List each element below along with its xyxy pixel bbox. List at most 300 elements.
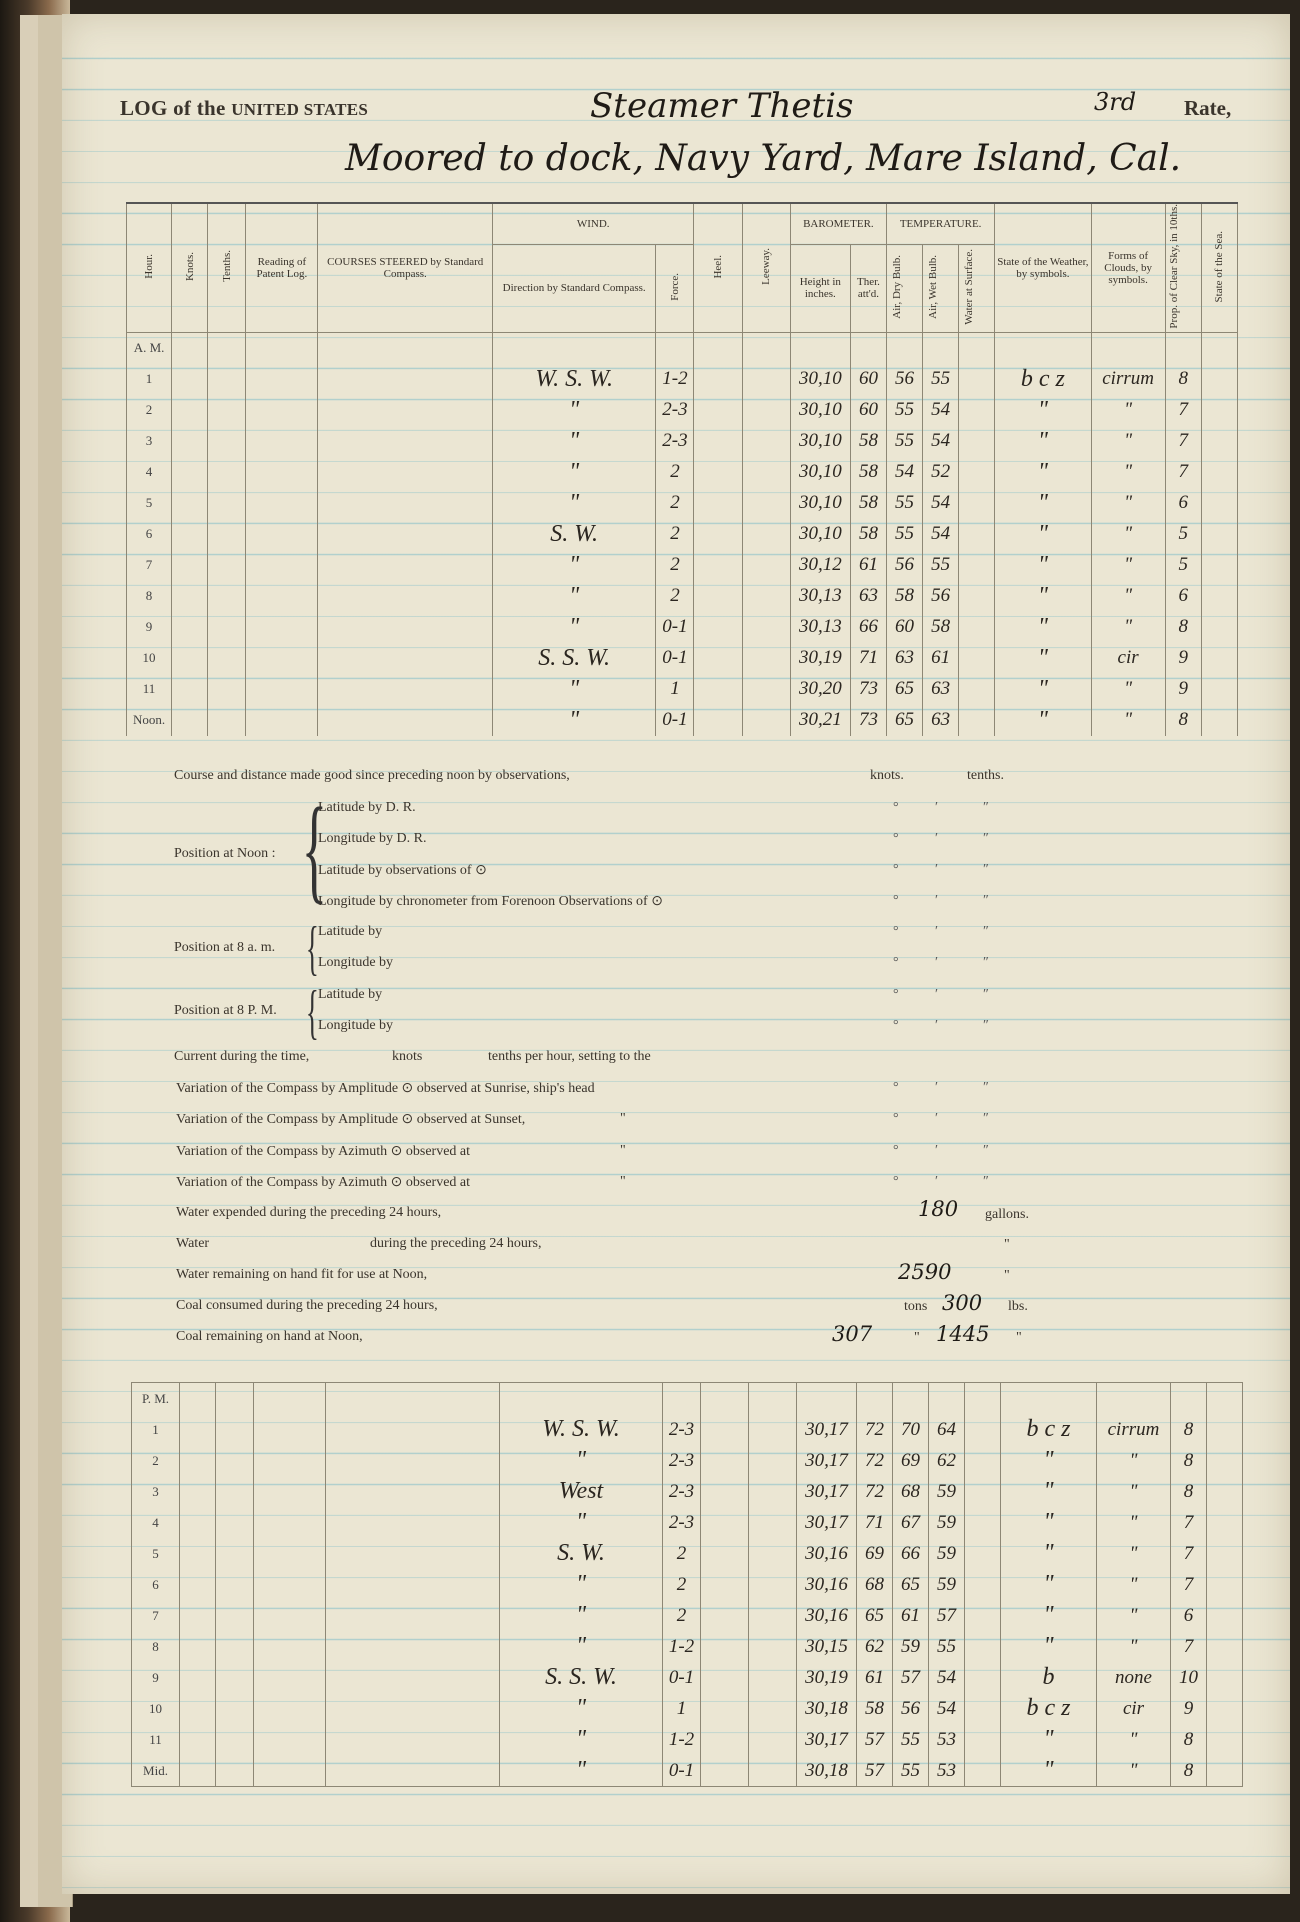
barometer-cell: 30,18	[797, 1755, 857, 1787]
leeway-cell	[749, 1724, 797, 1755]
weather-cell: "	[1001, 1538, 1097, 1569]
weather-cell: "	[1001, 1724, 1097, 1755]
dms-sec-mark: ″	[983, 893, 989, 908]
clear-sky-cell: 10	[1171, 1662, 1207, 1693]
sea-state-cell	[1207, 1445, 1243, 1476]
water-temp-cell	[965, 1476, 1001, 1507]
gallons-unit: gallons.	[985, 1207, 1029, 1222]
clear-sky-cell: 8	[1165, 612, 1201, 643]
barometer-cell: 30,16	[797, 1569, 857, 1600]
patent-log-cell	[254, 1476, 326, 1507]
am-log-row	[127, 519, 1238, 550]
dms-min-mark: ′	[935, 862, 939, 877]
sea-state-cell	[1201, 488, 1237, 519]
weather-cell: "	[995, 581, 1091, 612]
course-cell	[318, 395, 492, 426]
tenths-cell	[216, 1538, 254, 1569]
dms-min-mark: ′	[935, 800, 939, 815]
dms-deg-mark: °	[893, 955, 899, 970]
var-azimuth-2: Variation of the Compass by Azimuth ⊙ observed at	[176, 1175, 471, 1190]
leeway-cell	[742, 581, 790, 612]
ther-attd-cell: 71	[850, 643, 886, 674]
patent-log-cell	[246, 612, 318, 643]
weather-cell: b c z	[1001, 1414, 1097, 1445]
heel-cell	[694, 612, 742, 643]
clouds-cell: "	[1091, 519, 1165, 550]
col-water-surface: Water at Surface.	[959, 245, 995, 332]
weather-cell: "	[1001, 1569, 1097, 1600]
weather-cell: b	[1001, 1662, 1097, 1693]
col-knots: Knots.	[172, 203, 208, 332]
leeway-cell	[742, 457, 790, 488]
patent-log-cell	[254, 1569, 326, 1600]
wind-direction-cell: "	[492, 488, 655, 519]
wet-bulb-cell: 61	[923, 643, 959, 674]
wet-bulb-cell: 59	[929, 1507, 965, 1538]
weather-cell: "	[995, 705, 1091, 736]
course-cell	[318, 426, 492, 457]
current-b: knots	[392, 1049, 423, 1064]
wind-force-cell: 0-1	[663, 1755, 701, 1787]
dry-bulb-cell: 60	[886, 612, 922, 643]
heel-cell	[701, 1755, 749, 1787]
leeway-cell	[749, 1755, 797, 1787]
lbs-unit: lbs.	[1008, 1299, 1028, 1314]
tenths-cell	[216, 1755, 254, 1787]
heel-cell	[694, 457, 742, 488]
tenths-cell	[208, 457, 246, 488]
current-c: tenths per hour, setting to the	[488, 1049, 651, 1064]
weather-cell: "	[995, 674, 1091, 705]
knots-cell	[180, 1507, 216, 1538]
dms-sec-mark: ″	[983, 1111, 989, 1126]
course-tenths: tenths.	[967, 768, 1004, 783]
tenths-cell	[208, 643, 246, 674]
clouds-cell: "	[1091, 705, 1165, 736]
hour-cell: 9	[132, 1662, 180, 1693]
lat-8pm: Latitude by	[318, 987, 383, 1002]
clouds-cell: none	[1097, 1662, 1171, 1693]
wind-force-cell: 2-3	[663, 1414, 701, 1445]
wind-direction-cell: W. S. W.	[492, 364, 655, 395]
weather-cell: b c z	[1001, 1693, 1097, 1724]
dms-sec-mark: ″	[983, 1174, 989, 1189]
wind-force-cell: 2-3	[663, 1476, 701, 1507]
ther-attd-cell: 57	[857, 1724, 893, 1755]
water-temp-cell	[965, 1755, 1001, 1787]
pm-log-row	[132, 1662, 1243, 1693]
clear-sky-cell: 7	[1165, 395, 1201, 426]
log-title	[120, 96, 368, 121]
water-temp-cell	[959, 612, 995, 643]
patent-log-cell	[254, 1724, 326, 1755]
heel-cell	[701, 1507, 749, 1538]
col-baro-ther: Ther. att'd.	[850, 245, 886, 332]
var-azimuth-1: Variation of the Compass by Azimuth ⊙ observed at	[176, 1144, 471, 1159]
wet-bulb-cell: 54	[923, 488, 959, 519]
water-temp-cell	[965, 1569, 1001, 1600]
patent-log-cell	[254, 1445, 326, 1476]
dms-min-mark: ′	[935, 1080, 939, 1095]
am-log-row	[127, 395, 1238, 426]
wet-bulb-cell: 55	[923, 550, 959, 581]
course-cell	[326, 1600, 500, 1631]
leeway-cell	[749, 1631, 797, 1662]
hour-cell: 1	[127, 364, 172, 395]
tenths-cell	[216, 1445, 254, 1476]
dry-bulb-cell: 69	[893, 1445, 929, 1476]
leeway-cell	[742, 643, 790, 674]
leeway-cell	[749, 1507, 797, 1538]
wind-direction-cell: "	[500, 1569, 663, 1600]
ther-attd-cell: 58	[850, 426, 886, 457]
clouds-cell: "	[1091, 550, 1165, 581]
dry-bulb-cell: 59	[893, 1631, 929, 1662]
patent-log-cell	[254, 1755, 326, 1787]
am-log-row	[127, 488, 1238, 519]
patent-log-cell	[246, 488, 318, 519]
wind-force-cell: 1	[656, 674, 694, 705]
ther-attd-cell: 60	[850, 364, 886, 395]
barometer-cell: 30,10	[790, 457, 850, 488]
hour-cell: 4	[132, 1507, 180, 1538]
ther-attd-cell: 60	[850, 395, 886, 426]
pm-log-row	[132, 1538, 1243, 1569]
coal-remaining: Coal remaining on hand at Noon,	[176, 1329, 363, 1344]
wet-bulb-cell: 55	[929, 1631, 965, 1662]
ther-attd-cell: 57	[857, 1755, 893, 1787]
dms-sec-mark: ″	[983, 955, 989, 970]
wind-direction-cell: S. S. W.	[492, 643, 655, 674]
ther-attd-cell: 72	[857, 1445, 893, 1476]
knots-cell	[172, 426, 208, 457]
ther-attd-cell: 58	[850, 457, 886, 488]
dms-deg-mark: °	[893, 862, 899, 877]
clouds-cell: "	[1091, 488, 1165, 519]
course-knots: knots.	[870, 768, 904, 783]
leeway-cell	[742, 364, 790, 395]
weather-cell: "	[995, 395, 1091, 426]
hour-cell: 2	[132, 1445, 180, 1476]
dry-bulb-cell: 56	[893, 1693, 929, 1724]
dry-bulb-cell: 55	[886, 395, 922, 426]
wind-direction-cell: West	[500, 1476, 663, 1507]
wet-bulb-cell: 53	[929, 1724, 965, 1755]
heel-cell	[694, 705, 742, 736]
am-log-row	[127, 705, 1238, 736]
pm-log-row	[132, 1693, 1243, 1724]
wet-bulb-cell: 54	[923, 426, 959, 457]
course-cell	[318, 550, 492, 581]
water-temp-cell	[959, 364, 995, 395]
clouds-cell: "	[1091, 457, 1165, 488]
dms-deg-mark: °	[893, 924, 899, 939]
sea-state-cell	[1207, 1631, 1243, 1662]
dry-bulb-cell: 55	[886, 426, 922, 457]
sea-state-cell	[1207, 1724, 1243, 1755]
dms-min-mark: ′	[935, 924, 939, 939]
ther-attd-cell: 58	[850, 488, 886, 519]
hour-cell: 3	[132, 1476, 180, 1507]
barometer-cell: 30,17	[797, 1724, 857, 1755]
ther-attd-cell: 72	[857, 1476, 893, 1507]
water-temp-cell	[959, 581, 995, 612]
dry-bulb-cell: 67	[893, 1507, 929, 1538]
sea-state-cell	[1207, 1569, 1243, 1600]
weather-cell: "	[995, 550, 1091, 581]
wind-direction-cell: S. S. W.	[500, 1662, 663, 1693]
knots-cell	[172, 488, 208, 519]
hour-cell: 2	[127, 395, 172, 426]
sea-state-cell	[1201, 364, 1237, 395]
ther-attd-cell: 69	[857, 1538, 893, 1569]
ther-attd-cell: 62	[857, 1631, 893, 1662]
wet-bulb-cell: 63	[923, 705, 959, 736]
col-air-wet: Air, Wet Bulb.	[923, 245, 959, 332]
dry-bulb-cell: 57	[893, 1662, 929, 1693]
clouds-cell: cir	[1097, 1693, 1171, 1724]
sea-state-cell	[1207, 1600, 1243, 1631]
weather-cell: "	[1001, 1631, 1097, 1662]
leeway-cell	[749, 1476, 797, 1507]
patent-log-cell	[246, 705, 318, 736]
dms-deg-mark: °	[893, 1111, 899, 1126]
wind-direction-cell: "	[492, 581, 655, 612]
wind-force-cell: 0-1	[656, 643, 694, 674]
vessel-location: Moored to dock, Navy Yard, Mare Island, Cal.	[345, 138, 1182, 179]
knots-cell	[172, 612, 208, 643]
coal-lbs-value: 1445	[936, 1322, 990, 1346]
dms-sec-mark: ″	[983, 1080, 989, 1095]
dms-sec-mark: ″	[983, 1018, 989, 1033]
water-temp-cell	[965, 1631, 1001, 1662]
heel-cell	[701, 1476, 749, 1507]
barometer-cell: 30,20	[790, 674, 850, 705]
barometer-cell: 30,10	[790, 519, 850, 550]
brace: {	[305, 915, 319, 981]
patent-log-cell	[246, 581, 318, 612]
am-log-row	[127, 643, 1238, 674]
tenths-cell	[216, 1507, 254, 1538]
wind-force-cell: 1-2	[656, 364, 694, 395]
heel-cell	[701, 1445, 749, 1476]
dry-bulb-cell: 63	[886, 643, 922, 674]
wet-bulb-cell: 59	[929, 1538, 965, 1569]
pm-label: P. M.	[132, 1383, 180, 1415]
ther-attd-cell: 72	[857, 1414, 893, 1445]
course-cell	[318, 364, 492, 395]
sea-state-cell	[1207, 1476, 1243, 1507]
col-heel: Heel.	[694, 203, 742, 332]
clouds-cell: "	[1097, 1600, 1171, 1631]
clouds-cell: "	[1091, 581, 1165, 612]
water-temp-cell	[965, 1600, 1001, 1631]
clear-sky-cell: 7	[1165, 426, 1201, 457]
heel-cell	[694, 364, 742, 395]
ther-attd-cell: 68	[857, 1569, 893, 1600]
water-temp-cell	[959, 457, 995, 488]
col-patent-log: Reading of Patent Log.	[246, 203, 318, 332]
barometer-cell: 30,18	[797, 1693, 857, 1724]
wet-bulb-cell: 54	[929, 1693, 965, 1724]
pos-noon-label: Position at Noon :	[174, 846, 276, 861]
leeway-cell	[742, 488, 790, 519]
patent-log-cell	[246, 643, 318, 674]
heel-cell	[701, 1724, 749, 1755]
weather-cell: "	[995, 519, 1091, 550]
wind-force-cell: 2	[656, 550, 694, 581]
knots-cell	[172, 519, 208, 550]
course-cell	[318, 612, 492, 643]
water-temp-cell	[965, 1538, 1001, 1569]
weather-cell: "	[1001, 1445, 1097, 1476]
clear-sky-cell: 7	[1171, 1538, 1207, 1569]
dms-min-mark: ′	[935, 955, 939, 970]
col-wind-force: Force.	[656, 245, 694, 332]
barometer-cell: 30,10	[790, 364, 850, 395]
leeway-cell	[742, 426, 790, 457]
clouds-cell: "	[1091, 426, 1165, 457]
col-hour: Hour.	[127, 203, 172, 332]
clouds-cell: "	[1097, 1755, 1171, 1787]
knots-cell	[172, 457, 208, 488]
course-cell	[318, 519, 492, 550]
heel-cell	[694, 519, 742, 550]
weather-cell: "	[995, 488, 1091, 519]
col-clear-sky: Prop. of Clear Sky, in 10ths.	[1165, 203, 1201, 332]
course-cell	[318, 674, 492, 705]
dms-deg-mark: °	[893, 831, 899, 846]
knots-cell	[172, 395, 208, 426]
water-expended: Water expended during the preceding 24 hours,	[176, 1205, 442, 1220]
col-wind: WIND.	[492, 203, 694, 245]
pos-8am-label: Position at 8 a. m.	[174, 940, 276, 955]
barometer-cell: 30,19	[790, 643, 850, 674]
clouds-cell: "	[1091, 395, 1165, 426]
dms-sec-mark: ″	[983, 862, 989, 877]
sea-state-cell	[1207, 1755, 1243, 1787]
tenths-cell	[208, 426, 246, 457]
water-remaining-value: 2590	[898, 1260, 952, 1284]
dms-min-mark: ′	[935, 893, 939, 908]
brace: {	[305, 979, 319, 1045]
am-log-table	[126, 202, 1238, 736]
barometer-cell: 30,10	[790, 395, 850, 426]
clear-sky-cell: 5	[1165, 550, 1201, 581]
clouds-cell: "	[1097, 1569, 1171, 1600]
dms-deg-mark: °	[893, 987, 899, 1002]
leeway-cell	[742, 519, 790, 550]
title-main: UNITED STATES	[231, 100, 369, 119]
rate-value: 3rd	[1094, 88, 1137, 116]
dms-min-mark: ′	[935, 1018, 939, 1033]
hour-cell: 7	[127, 550, 172, 581]
water-remaining: Water remaining on hand fit for use at Noon,	[176, 1267, 428, 1282]
dms-deg-mark: °	[893, 1143, 899, 1158]
ditto-mark: "	[1004, 1237, 1010, 1252]
clear-sky-cell: 6	[1171, 1600, 1207, 1631]
heel-cell	[701, 1538, 749, 1569]
ditto-mark: "	[620, 1174, 626, 1189]
col-leeway: Leeway.	[742, 203, 790, 332]
hour-cell: 11	[127, 674, 172, 705]
course-cell	[326, 1507, 500, 1538]
lat-obs: Latitude by observations of ⊙	[318, 863, 487, 878]
tenths-cell	[208, 519, 246, 550]
sea-state-cell	[1207, 1507, 1243, 1538]
var-sunrise: Variation of the Compass by Amplitude ⊙ observed at Sunrise, ship's head	[176, 1081, 595, 1096]
weather-cell: "	[995, 457, 1091, 488]
knots-cell	[180, 1600, 216, 1631]
leeway-cell	[742, 705, 790, 736]
course-cell	[326, 1662, 500, 1693]
patent-log-cell	[254, 1662, 326, 1693]
dms-deg-mark: °	[893, 1018, 899, 1033]
coal-consumed: Coal consumed during the preceding 24 hours,	[176, 1298, 438, 1313]
sea-state-cell	[1201, 426, 1237, 457]
dry-bulb-cell: 55	[886, 488, 922, 519]
tenths-cell	[208, 488, 246, 519]
wind-force-cell: 2-3	[663, 1445, 701, 1476]
sea-state-cell	[1207, 1662, 1243, 1693]
wind-force-cell: 2-3	[656, 426, 694, 457]
patent-log-cell	[254, 1507, 326, 1538]
leeway-cell	[749, 1445, 797, 1476]
barometer-cell: 30,15	[797, 1631, 857, 1662]
barometer-cell: 30,17	[797, 1476, 857, 1507]
leeway-cell	[742, 395, 790, 426]
course-cell	[326, 1476, 500, 1507]
pm-log-table	[131, 1382, 1243, 1787]
dry-bulb-cell: 56	[886, 550, 922, 581]
wind-force-cell: 2	[663, 1538, 701, 1569]
ther-attd-cell: 61	[850, 550, 886, 581]
knots-cell	[172, 705, 208, 736]
wind-direction-cell: "	[492, 612, 655, 643]
wind-direction-cell: S. W.	[492, 519, 655, 550]
course-cell	[318, 705, 492, 736]
pm-log-row	[132, 1631, 1243, 1662]
patent-log-cell	[246, 426, 318, 457]
dry-bulb-cell: 54	[886, 457, 922, 488]
heel-cell	[701, 1414, 749, 1445]
wind-force-cell: 2	[656, 488, 694, 519]
hour-cell: 4	[127, 457, 172, 488]
patent-log-cell	[254, 1414, 326, 1445]
barometer-cell: 30,16	[797, 1600, 857, 1631]
ditto-mark: "	[620, 1111, 626, 1126]
col-wind-direction: Direction by Standard Compass.	[492, 245, 655, 332]
wet-bulb-cell: 53	[929, 1755, 965, 1787]
sea-state-cell	[1201, 705, 1237, 736]
am-log-row	[127, 581, 1238, 612]
tenths-cell	[208, 581, 246, 612]
hour-cell: Mid.	[132, 1755, 180, 1787]
col-weather: State of the Weather, by symbols.	[995, 203, 1091, 332]
knots-cell	[180, 1445, 216, 1476]
ther-attd-cell: 66	[850, 612, 886, 643]
wet-bulb-cell: 54	[929, 1662, 965, 1693]
col-sea: State of the Sea.	[1201, 203, 1237, 332]
wind-force-cell: 0-1	[656, 705, 694, 736]
clear-sky-cell: 8	[1171, 1724, 1207, 1755]
patent-log-cell	[246, 457, 318, 488]
wind-direction-cell: "	[500, 1693, 663, 1724]
sea-state-cell	[1207, 1538, 1243, 1569]
coal-consumed-value: 300	[942, 1291, 983, 1315]
heel-cell	[694, 488, 742, 519]
knots-cell	[180, 1662, 216, 1693]
